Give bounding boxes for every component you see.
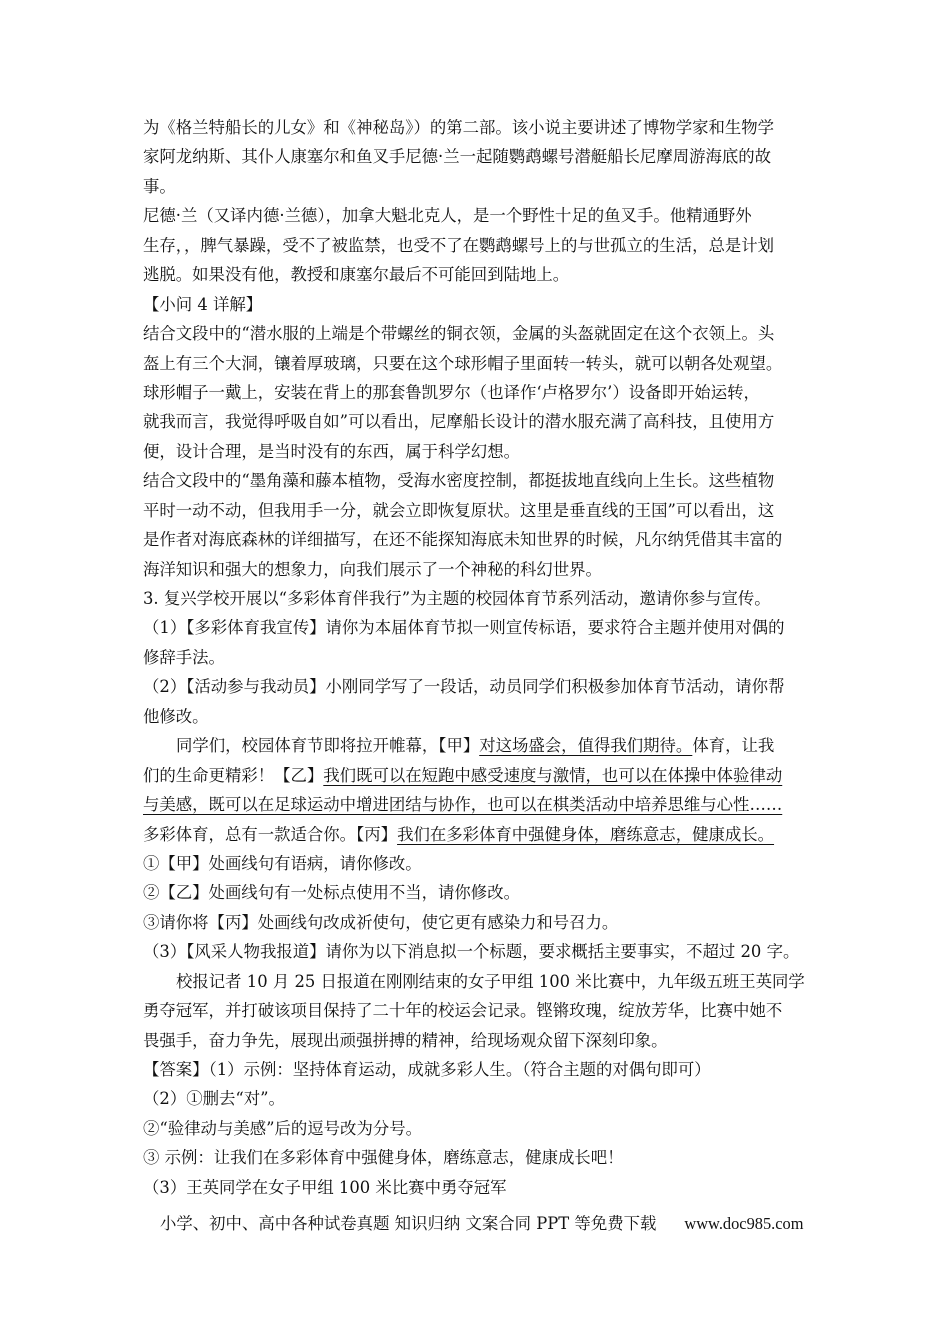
passage-text: 多彩体育，总有一款适合你。【丙】 (143, 824, 398, 844)
question-title: 3. 复兴学校开展以“多彩体育伴我行”为主题的校园体育节系列活动，邀请你参与宣传。 (143, 589, 771, 608)
text-line: ②【乙】处画线句有一处标点使用不当，请你修改。 (143, 883, 520, 903)
text-line: 球形帽子一戴上，安装在背上的那套鲁凯罗尔（也译作‘卢格罗尔’）设备即开始运转， (143, 382, 760, 402)
passage-text: 同学们，校园体育节即将拉开帷幕，【甲】 (176, 736, 480, 756)
underlined-sentence-yi: 我们既可以在短跑中感受速度与激情，也可以在体操中体验律动 (323, 765, 783, 785)
underlined-sentence-bing: 我们在多彩体育中强健身体，磨练意志，健康成长。 (397, 824, 775, 844)
answer-line: 【答案】（1）示例：坚持体育运动，成就多彩人生。（符合主题的对偶句即可） (143, 1060, 711, 1079)
text-line: （1）【多彩体育我宣传】请你为本届体育节拟一则宣传标语，要求符合主题并使用对偶的 (143, 618, 785, 638)
passage-text: 体育，让我 (692, 736, 775, 756)
footer-url[interactable]: www.doc985.com (684, 1214, 804, 1233)
text-line: 家阿龙纳斯、其仆人康塞尔和鱼叉手尼德·兰一起随鹦鹉螺号潜艇船长尼摩周游海底的故 (143, 147, 772, 167)
text-line: （3）【风采人物我报道】请你为以下消息拟一个标题，要求概括主要事实，不超过 20 字。 (143, 942, 800, 962)
page-footer (160, 1209, 804, 1239)
text-line: 尼德·兰（又译内德·兰德），加拿大魁北克人，是一个野性十足的鱼叉手。他精通野外 (143, 206, 752, 226)
text-line: 平时一动不动，但我用手一分，就会立即恢复原状。这里是垂直线的王国”可以看出，这 (143, 500, 775, 520)
passage-line (143, 731, 815, 760)
text-line: 海洋知识和强大的想象力，向我们展示了一个神秘的科幻世界。 (143, 559, 602, 579)
news-line: 畏强手，奋力争先，展现出顽强拼搏的精神，给现场观众留下深刻印象。 (143, 1030, 668, 1050)
answer-line: （3）王英同学在女子甲组 100 米比赛中勇夺冠军 (143, 1177, 507, 1197)
text-line: ①【甲】处画线句有语病，请你修改。 (143, 853, 422, 873)
answer-line: ③ 示例：让我们在多彩体育中强健身体，磨练意志，健康成长吧！ (143, 1148, 624, 1168)
text-line: ③请你将【丙】处画线句改成祈使句，使它更有感染力和号召力。 (143, 912, 619, 932)
text-line: 为《格兰特船长的儿女》和《神秘岛》）的第二部。该小说主要讲述了博物学家和生物学 (143, 118, 775, 137)
answer-line: ②“验律动与美感”后的逗号改为分号。 (143, 1118, 423, 1138)
document-body (143, 113, 815, 1202)
text-line: 逃脱。如果没有他，教授和康塞尔最后不可能回到陆地上。 (143, 265, 570, 285)
passage-line (143, 761, 815, 790)
text-line: （2）【活动参与我动员】小刚同学写了一段话，动员同学们积极参加体育节活动，请你帮 (143, 677, 785, 697)
underlined-sentence-yi: 与美感，既可以在足球运动中增进团结与协作，也可以在棋类活动中培养思维与心性…… (143, 795, 783, 815)
text-line: 修辞手法。 (143, 647, 225, 667)
text-line: 结合文段中的“潜水服的上端是个带螺丝的铜衣领，金属的头盔就固定在这个衣领上。头 (143, 324, 775, 344)
text-line: 是作者对海底森林的详细描写，在还不能探知海底未知世界的时候，凡尔纳凭借其丰富的 (143, 530, 783, 550)
text-line: 就我而言，我觉得呼吸自如”可以看出，尼摩船长设计的潜水服充满了高科技，且使用方 (143, 412, 775, 432)
answer-line: （2）①删去“对”。 (143, 1089, 285, 1109)
footer-text: 小学、初中、高中各种试卷真题 知识归纳 文案合同 PPT 等免费下载 (160, 1214, 657, 1233)
text-line: 盔上有三个大洞，镶着厚玻璃，只要在这个球形帽子里面转一转头，就可以朝各处观望。 (143, 353, 783, 373)
passage-line (143, 790, 815, 819)
text-line: 结合文段中的“墨角藻和藤本植物，受海水密度控制，都挺拔地直线向上生长。这些植物 (143, 471, 775, 491)
news-line: 勇夺冠军，并打破该项目保持了二十年的校运会记录。铿锵玫瑰，绽放芳华，比赛中她不 (143, 1001, 783, 1021)
text-line: 便，设计合理，是当时没有的东西，属于科学幻想。 (143, 441, 520, 461)
underlined-sentence-jia: 对这场盛会，值得我们期待。 (479, 736, 693, 756)
text-line: 他修改。 (143, 706, 209, 726)
news-line: 校报记者 10 月 25 日报道在刚刚结束的女子甲组 100 米比赛中，九年级五班王英同学 (176, 971, 805, 991)
text-line: 生存，，脾气暴躁，受不了被监禁，也受不了在鹦鹉螺号上的与世孤立的生活，总是计划 (143, 235, 775, 255)
passage-text: 们的生命更精彩！【乙】 (143, 765, 324, 785)
section-heading: 【小问 4 详解】 (143, 294, 263, 314)
text-line: 事。 (143, 176, 176, 196)
passage-line (143, 820, 815, 849)
